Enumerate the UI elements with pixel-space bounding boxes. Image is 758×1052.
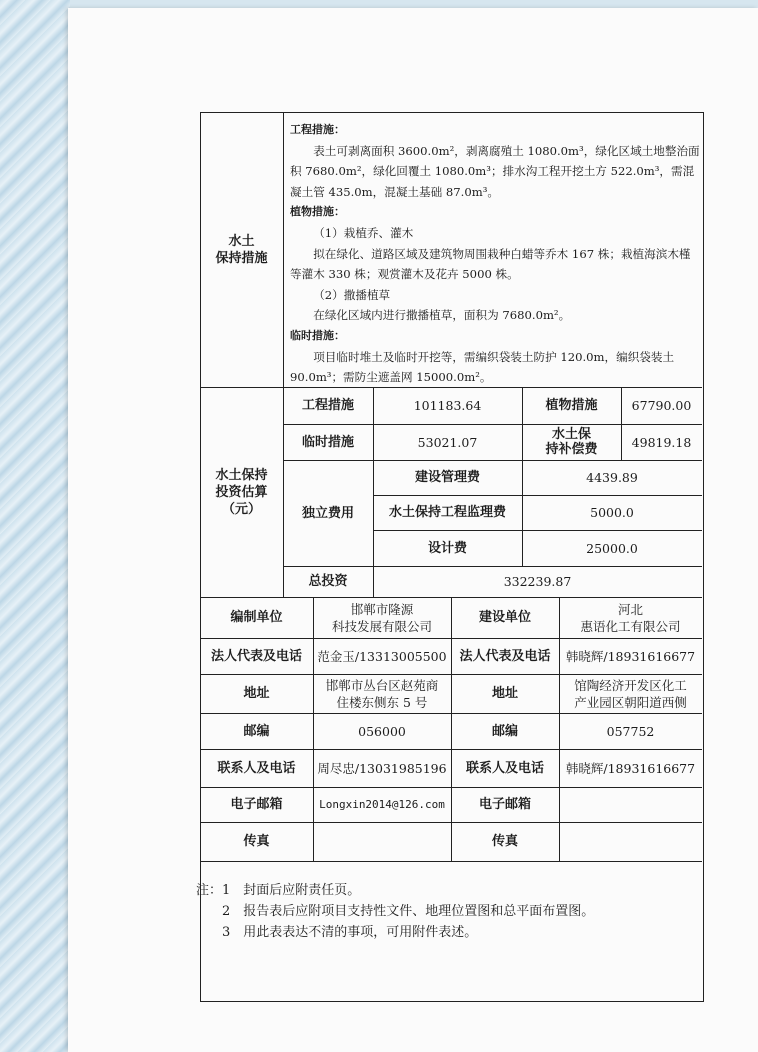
zip-label-right: 邮编 [491, 723, 518, 739]
email-right [559, 787, 702, 822]
temporary-cost-value: 53021.07 [417, 434, 478, 450]
supervision-fee-label: 水土保持工程监理费 [388, 505, 506, 520]
email-label-right: 电子邮箱 [478, 797, 531, 812]
plant-cost-label: 植物措施 [545, 398, 598, 413]
note-3: 3 用此表表达不清的事项，可用附件表述。 [196, 925, 478, 940]
engineering-cost-value: 101183.64 [413, 398, 482, 413]
note-2: 2 报告表后应附项目支持性文件、地理位置图和总平面布置图。 [196, 904, 595, 919]
address-right: 馆陶经济开发区化工 产业园区朝阳道西侧 [574, 677, 687, 710]
email-label: 电子邮箱 [230, 797, 283, 812]
measures-text [290, 120, 700, 388]
total-investment-value: 332239.87 [503, 574, 572, 589]
investment-label: 水土保持 投资估算 （元） [215, 467, 268, 517]
plant-subheading-1: （1）栽植乔、灌木 [313, 225, 414, 240]
zip-label: 邮编 [243, 723, 270, 739]
plant-text-1: 拟在绿化、道路区域及建筑物周围栽种白蜡等乔木 167 株；栽植海滨木槿等灌木 330 株；观赏灌木及花卉 5000 株。 [290, 246, 691, 282]
compensation-value: 49819.18 [631, 434, 692, 450]
design-fee-label: 设计费 [427, 540, 467, 556]
address-label: 地址 [243, 686, 270, 701]
zip-left: 056000 [358, 723, 406, 739]
email-left: Longxin2014@126.com [319, 798, 445, 811]
compiler-label: 编制单位 [230, 610, 283, 625]
engineering-cost-label: 工程措施 [301, 398, 354, 413]
contact-right: 韩晓辉/18931616677 [565, 760, 696, 776]
engineering-heading: 工程措施： [290, 123, 345, 136]
temporary-cost-label: 临时措施 [301, 434, 354, 450]
engineering-text: 表土可剥离面积 3600.0m²，剥离腐殖土 1080.0m³，绿化区域土地整治面积 7680.0m²，绿化回覆土 1080.0m³；排水沟工程开挖土方 522.0m³，需混凝土管 435.0m，混凝土基础 87.0m³。 [290, 143, 700, 199]
design-fee-value: 25000.0 [586, 540, 638, 556]
contact-label-right: 联系人及电话 [465, 760, 544, 776]
builder-label: 建设单位 [478, 610, 531, 625]
legal-rep-left: 范金玉/13313005500 [317, 648, 447, 664]
plant-subheading-2: （2）撒播植草 [313, 287, 391, 302]
contact-label: 联系人及电话 [217, 760, 296, 776]
independent-cost-label: 独立费用 [301, 505, 354, 521]
legal-rep-label-right: 法人代表及电话 [459, 648, 551, 664]
builder-value: 河北 惠语化工有限公司 [580, 601, 681, 634]
legal-rep-label: 法人代表及电话 [210, 648, 302, 664]
fax-label: 传真 [243, 834, 270, 849]
soil-measures-label: 水土 保持措施 [215, 233, 268, 266]
address-left: 邯郸市丛台区赵苑商 住楼东侧东 5 号 [325, 677, 439, 710]
compensation-label: 水土保 持补偿费 [545, 427, 598, 457]
legal-rep-right: 韩晓辉/18931616677 [565, 648, 696, 664]
fax-right [559, 822, 702, 861]
contact-left: 周尽忠/13031985196 [317, 760, 447, 776]
temporary-text: 项目临时堆土及临时开挖等，需编织袋装土防护 120.0m，编织袋装土 90.0m³；需防尘遮盖网 15000.0m²。 [290, 349, 675, 385]
plant-text-2: 在绿化区域内进行撒播植草，面积为 7680.0m²。 [313, 308, 571, 323]
fax-left [313, 822, 451, 861]
notes [196, 880, 594, 943]
total-investment-label: 总投资 [308, 574, 348, 589]
plant-cost-value: 67790.00 [631, 398, 692, 413]
note-1: 注：1 封面后应附责任页。 [196, 883, 361, 898]
management-fee-label: 建设管理费 [414, 470, 480, 485]
page-edge-decoration [0, 0, 70, 1052]
plant-heading: 植物措施： [290, 205, 345, 219]
management-fee-value: 4439.89 [586, 470, 638, 485]
zip-right: 057752 [606, 723, 655, 739]
compiler-value: 邯郸市隆源 科技发展有限公司 [331, 601, 432, 634]
address-label-right: 地址 [491, 686, 518, 701]
fax-label-right: 传真 [491, 834, 518, 849]
temporary-heading: 临时措施： [290, 328, 345, 342]
supervision-fee-value: 5000.0 [590, 505, 634, 520]
